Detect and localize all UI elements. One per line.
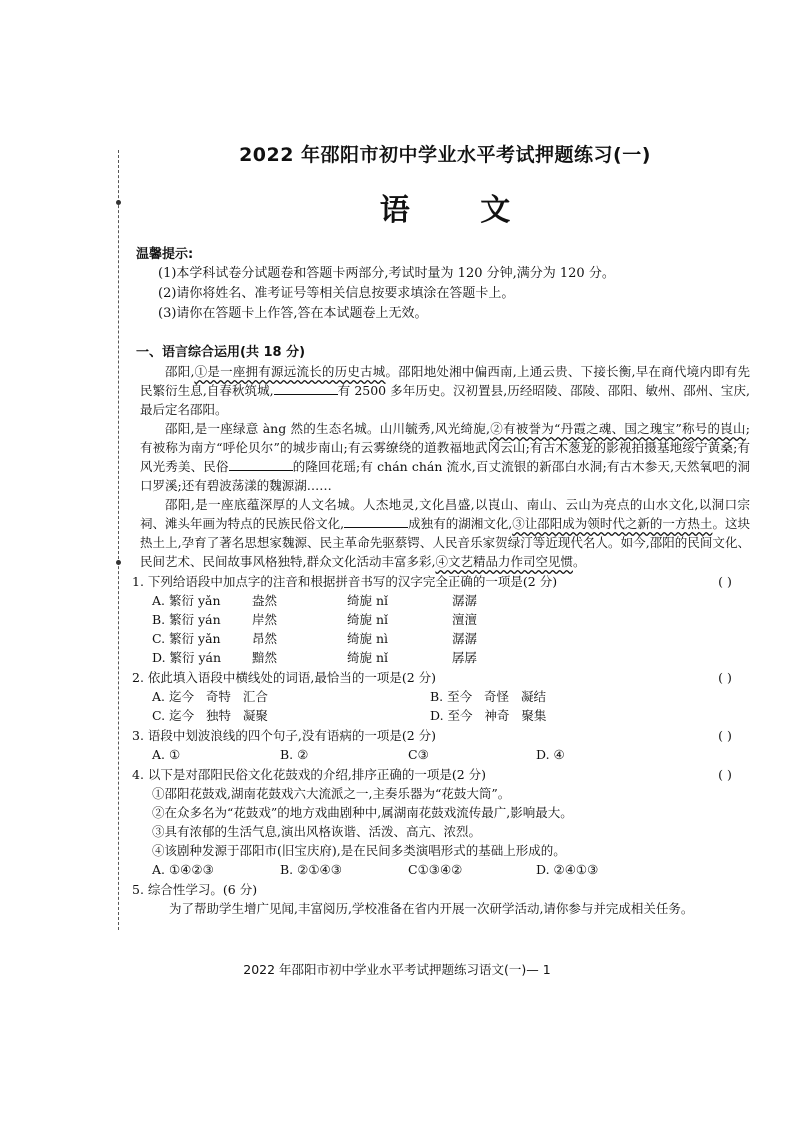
wavy-sentence-2: ②有被誉为“丹霞之魂、国之瑰宝”称号的崀山 xyxy=(489,421,746,436)
tip-item: (3)请你在答题卡上作答,答在本试题卷上无效。 xyxy=(158,306,428,321)
option-row xyxy=(152,745,750,764)
tips-heading: 温馨提示: xyxy=(136,247,194,262)
option-cell: 澶澶 xyxy=(452,612,478,627)
text-run: 。 xyxy=(572,554,586,569)
wavy-sentence-3: ③让邵阳成为领时代之新的一方热土 xyxy=(512,516,713,531)
option-cell: A. 繁衍 yǎn xyxy=(152,593,221,608)
answer-paren: ( ) xyxy=(718,728,732,743)
option-cell: 绮旎 nǐ xyxy=(347,650,389,665)
option-cell: C. 繁衍 yǎn xyxy=(152,631,221,646)
text-run: ;有被称为南方“呼伦贝尔”的城步南山;有云雾缭绕的道教福地武冈云山;有古木葱茏的影视拍摄基地绥宁黄桑;有风光秀美、民俗 xyxy=(140,421,750,474)
fill-blank xyxy=(274,382,338,395)
exam-page xyxy=(132,140,750,918)
question-stem: 1. 下列给语段中加点字的注音和根据拼音书写的汉字完全正确的一项是(2 分) xyxy=(132,574,558,589)
option-cell: B. 繁衍 yán xyxy=(152,612,221,627)
option-cell: C. 迄今 独特 凝聚 xyxy=(152,708,268,723)
question-stem: 3. 语段中划波浪线的四个句子,没有语病的一项是(2 分) xyxy=(132,728,437,743)
option-cell: 孱孱 xyxy=(452,650,478,665)
binding-line xyxy=(118,150,120,930)
option-cell: 绮旎 nǐ xyxy=(347,593,389,608)
fill-blank xyxy=(229,458,293,471)
ordering-item: ④该剧种发源于邵阳市(旧宝庆府),是在民间多类演唱形式的基础上形成的。 xyxy=(152,843,566,858)
option-cell: 潺潺 xyxy=(452,631,478,646)
answer-paren: ( ) xyxy=(718,670,732,685)
passage-paragraph xyxy=(140,419,750,495)
option-cell: B. ②①④③ xyxy=(280,862,342,877)
text-run: 。这块热土上,孕育了著名思想家魏源、民主革命先驱蔡锷、人民音乐家贺绿汀等近现代名人。如今,邵阳的民间文化、民间艺术、民间故事风格独特,群众文化活动丰富多彩, xyxy=(140,516,750,569)
option-cell: 盎然 xyxy=(252,593,278,608)
option-cell: D. 至今 神奇 聚集 xyxy=(430,708,547,723)
option-cell: C①③④② xyxy=(408,862,463,877)
wavy-sentence-4: ④文艺精品力作司空见惯 xyxy=(435,554,573,569)
option-row xyxy=(152,629,750,648)
tip-item: (1)本学科试卷分试题卷和答题卡两部分,考试时量为 120 分钟,满分为 120 分。 xyxy=(158,266,615,281)
question-3 xyxy=(132,726,750,745)
passage-paragraph xyxy=(140,495,750,571)
text-run: 邵阳,是一座底蕴深厚的人文名城。人杰地灵,文化昌盛,以崀山、南山、云山为亮点的山水文化,以洞口宗祠、滩头年画为特点的民族民俗文化, xyxy=(140,497,750,531)
question-stem: 2. 依此填入语段中横线处的词语,最恰当的一项是(2 分) xyxy=(132,670,437,685)
answer-paren: ( ) xyxy=(718,574,732,589)
ordering-item: ②在众多名为“花鼓戏”的地方戏曲剧种中,属湖南花鼓戏流传最广,影响最大。 xyxy=(152,805,573,820)
text-run: 邵阳,是一座绿意 àng 然的生态名城。山川毓秀,风光绮旎, xyxy=(165,421,490,436)
option-row xyxy=(152,610,750,629)
option-cell: 绮旎 nì xyxy=(347,631,389,646)
option-cell: D. ②④①③ xyxy=(536,862,599,877)
text-run: 。邵阳地处湘中偏西南,上通云贵、下接长衡,早在商代境内即有先民繁衍生息,自春秋筑城, xyxy=(140,364,750,398)
option-cell: B. 至今 奇怪 凝结 xyxy=(430,689,546,704)
text-run: 的隆回花瑶;有 chán chán 流水,百丈流银的新邵白水洞;有古木参天,天然氧吧的洞口罗溪;还有碧波荡漾的魏源湖…… xyxy=(140,459,750,493)
subject-title: 语 文 xyxy=(379,193,541,228)
section-heading: 一、语言综合运用(共 18 分) xyxy=(136,345,306,360)
question-stem: 5. 综合性学习。(6 分) xyxy=(132,882,258,897)
option-row xyxy=(152,687,750,706)
question-2 xyxy=(132,668,750,687)
tip-item: (2)请你将姓名、准考证号等相关信息按要求填涂在答题卡上。 xyxy=(158,286,515,301)
text-run: 邵阳, xyxy=(165,364,195,379)
option-cell: 岸然 xyxy=(252,612,278,627)
option-cell: 昂然 xyxy=(252,631,278,646)
binding-hole xyxy=(116,200,121,205)
option-cell: A. ① xyxy=(152,747,181,762)
text-run: 有 2500 多年历史。汉初置县,历经昭陵、邵陵、邵阳、敏州、邵州、宝庆,最后定名邵阳。 xyxy=(140,383,750,417)
option-cell: D. 繁衍 yán xyxy=(152,650,222,665)
question-5 xyxy=(132,880,750,899)
option-cell: A. 迄今 奇特 汇合 xyxy=(152,689,268,704)
option-cell: B. ② xyxy=(280,747,309,762)
page-footer: 2022 年邵阳市初中学业水平考试押题练习语文(一)— 1 xyxy=(243,962,551,977)
ordering-item: ③具有浓郁的生活气息,演出风格诙谐、活泼、高亢、浓烈。 xyxy=(152,824,481,839)
question-4 xyxy=(132,765,750,784)
binding-hole xyxy=(116,560,121,565)
option-row xyxy=(152,860,750,879)
text-run: 成独有的湖湘文化, xyxy=(408,516,513,531)
option-cell: A. ①④②③ xyxy=(152,862,214,877)
answer-paren: ( ) xyxy=(718,767,732,782)
question-stem: 4. 以下是对邵阳民俗文化花鼓戏的介绍,排序正确的一项是(2 分) xyxy=(132,767,487,782)
option-row xyxy=(152,648,750,667)
fill-blank xyxy=(344,515,408,528)
passage-paragraph xyxy=(140,362,750,419)
option-cell: 潺潺 xyxy=(452,593,478,608)
option-cell: D. ④ xyxy=(536,747,565,762)
option-cell: 绮旎 nǐ xyxy=(347,612,389,627)
question-1 xyxy=(132,572,750,591)
question-text: 为了帮助学生增广见闻,丰富阅历,学校准备在省内开展一次研学活动,请你参与并完成相关任务。 xyxy=(169,901,694,916)
option-cell: 黯然 xyxy=(252,650,278,665)
ordering-item: ①邵阳花鼓戏,湖南花鼓戏六大流派之一,主奏乐器为“花鼓大筒”。 xyxy=(152,786,511,801)
option-row xyxy=(152,591,750,610)
wavy-sentence-1: ①是一座拥有源远流长的历史古城 xyxy=(194,364,386,379)
exam-title: 2022 年邵阳市初中学业水平考试押题练习(一) xyxy=(239,144,651,166)
option-row xyxy=(152,706,750,725)
option-cell: C③ xyxy=(408,747,429,762)
